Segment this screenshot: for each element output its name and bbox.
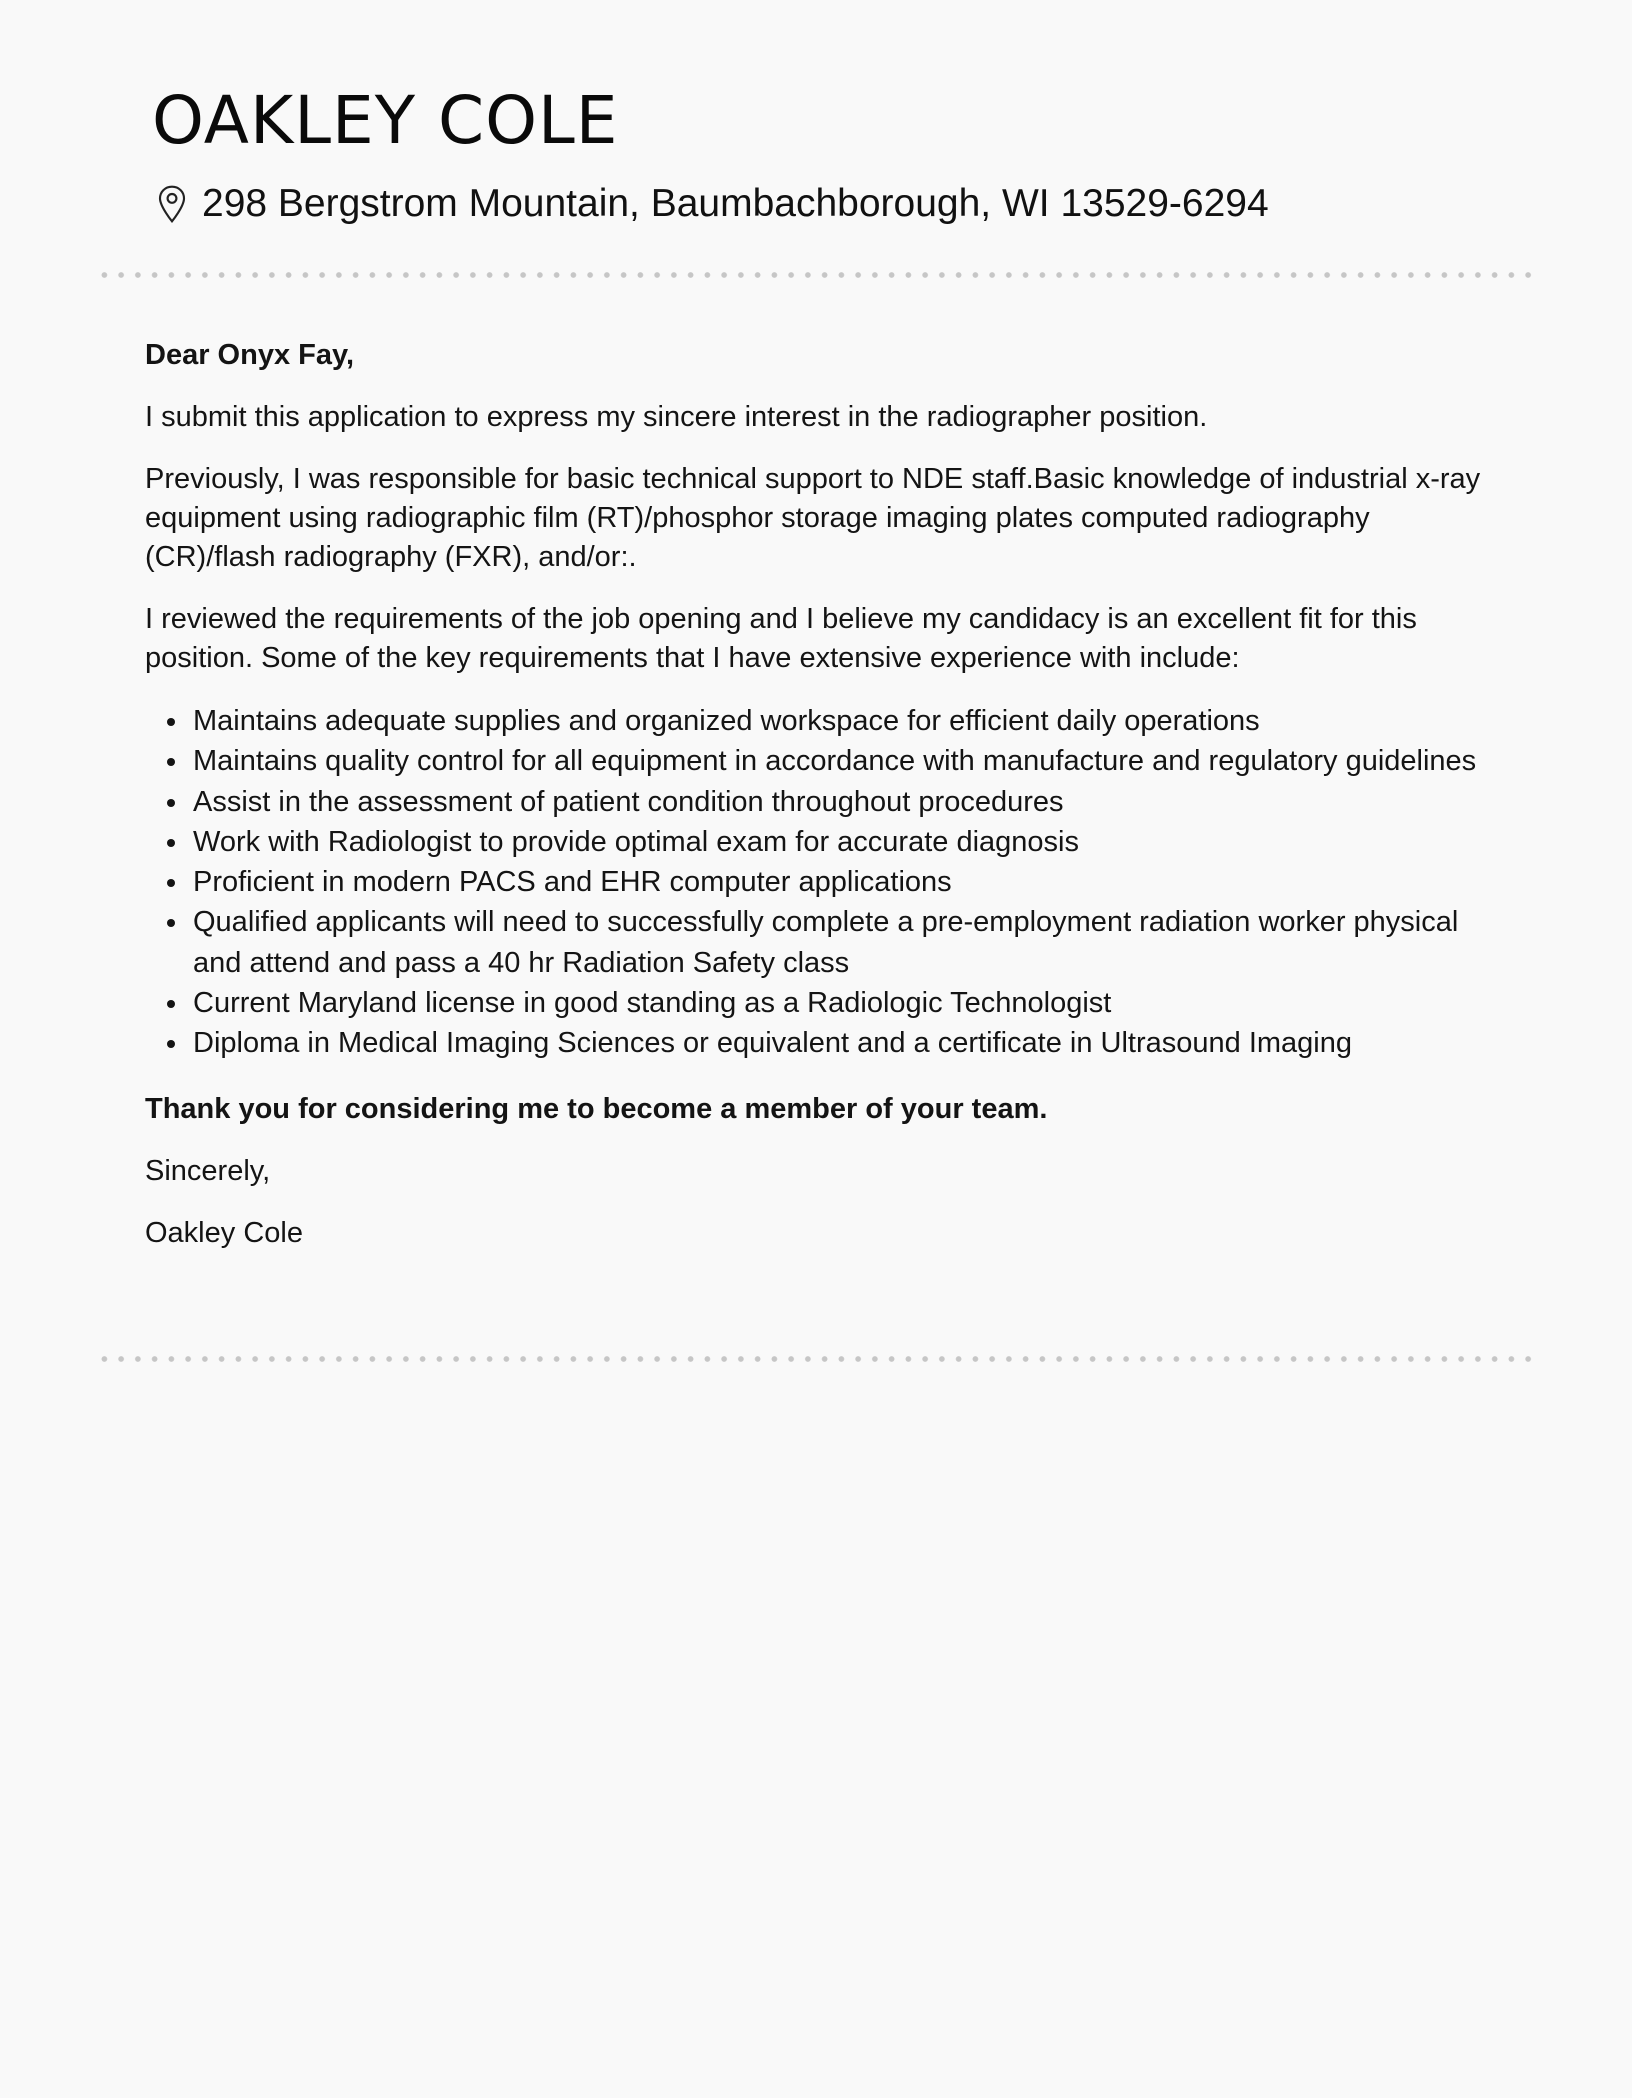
signature-name: Oakley Cole [145,1216,303,1249]
greeting: Dear Onyx Fay, [145,339,355,371]
intro-paragraph: I submit this application to express my sincere interest in the radiographer position. [145,401,1208,433]
applicant-name: OAKLEY COLE [152,82,619,159]
list-item: Maintains quality control for all equipment in accordance with manufacture and regulatory guidelines [193,741,1505,781]
list-item: Diploma in Medical Imaging Sciences or equivalent and a certificate in Ultrasound Imaging [193,1023,1505,1063]
thank-you-line: Thank you for considering me to become a member of your team. [145,1092,1048,1125]
letter-body [145,336,1505,1276]
address: 298 Bergstrom Mountain, Baumbachborough, WI 13529-6294 [202,182,1269,225]
requirements-paragraph: I reviewed the requirements of the job opening and I believe my candidacy is an excellent fit for this position. Some of the key requirements that I have extensive experience with include: [145,603,1417,674]
experience-paragraph: Previously, I was responsible for basic technical support to NDE staff.Basic knowledge of industrial x-ray equipment using radiographic film (RT)/phosphor storage imaging plates computed radiography (CR)/flash radiography (FXR), and/or:. [145,463,1481,573]
sign-off: Sincerely, [145,1154,271,1187]
list-item: Assist in the assessment of patient condition throughout procedures [193,782,1505,822]
dotted-divider-bottom [96,1355,1536,1363]
dotted-divider-top [96,271,1536,279]
letter-header [152,76,1532,228]
address-row [152,180,1532,228]
requirements-list [145,701,1505,1064]
list-item: Work with Radiologist to provide optimal exam for accurate diagnosis [193,822,1505,862]
map-pin-icon [156,184,188,224]
list-item: Current Maryland license in good standing as a Radiologic Technologist [193,983,1505,1023]
list-item: Proficient in modern PACS and EHR computer applications [193,862,1505,902]
list-item: Qualified applicants will need to successfully complete a pre-employment radiation worker physical and attend and pass a 40 hr Radiation Safety class [193,902,1505,983]
list-item: Maintains adequate supplies and organized workspace for efficient daily operations [193,701,1505,741]
